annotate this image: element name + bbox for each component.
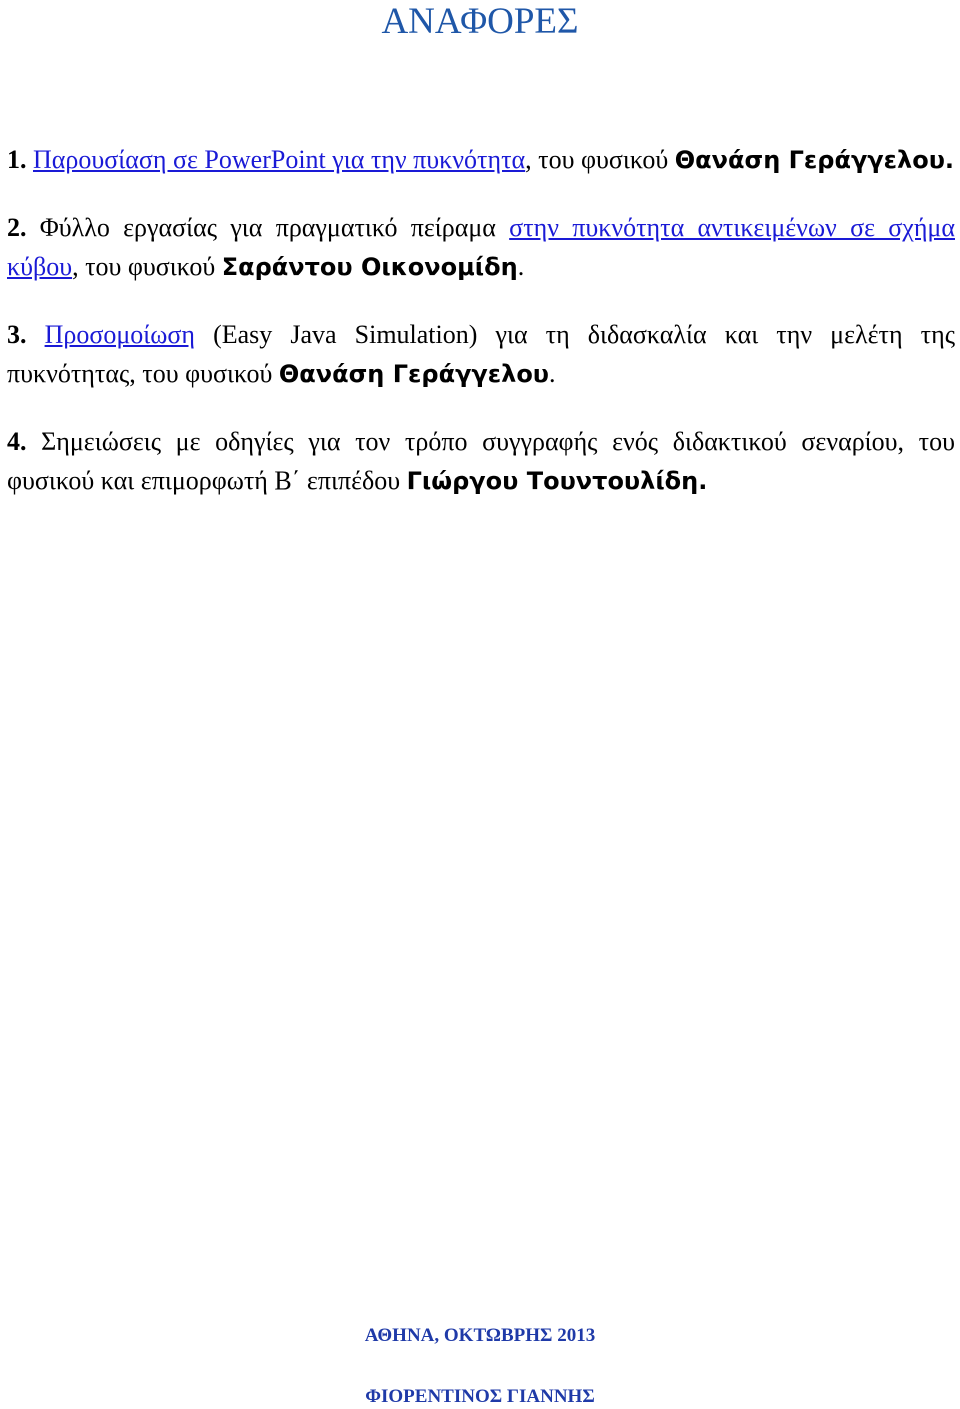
reference-number: 3. xyxy=(7,320,27,349)
reference-number: 4. xyxy=(7,427,27,456)
reference-item-3 xyxy=(7,315,955,394)
reference-end: . xyxy=(944,146,955,174)
reference-number: 2. xyxy=(7,213,27,242)
footer-author: ΦΙΟΡΕΝΤΙΝΟΣ ΓΙΑΝΝΗΣ xyxy=(365,1386,595,1407)
reference-end: . xyxy=(549,359,556,388)
reference-item-2 xyxy=(7,208,955,287)
reference-author: Σαράντου Οικονομίδη xyxy=(221,253,518,281)
reference-end: . xyxy=(517,252,525,281)
references-list xyxy=(7,140,955,529)
reference-author: Θανάση Γεράγγελου xyxy=(674,146,945,174)
reference-link-simulation[interactable]: Προσομοίωση xyxy=(44,320,196,349)
reference-author: Γιώργου Τουντουλίδη. xyxy=(406,467,708,495)
reference-number: 1. xyxy=(7,145,27,174)
reference-text: , του φυσικού xyxy=(72,252,222,281)
reference-text: , του φυσικού xyxy=(525,145,675,174)
reference-text: Σημειώσεις με οδηγίες για τον τρόπο συγγραφής ενός διδακτικού σεναρίου, του φυσικού και επιμορφωτή Β΄ επιπέδου xyxy=(7,427,955,495)
page-title: ΑΝΑΦΟΡΕΣ xyxy=(381,1,579,42)
reference-link-powerpoint[interactable]: Παρουσίαση σε PowerPoint για την πυκνότητα xyxy=(33,145,526,174)
footer-city-date: ΑΘΗΝΑ, ΟΚΤΩΒΡΗΣ 2013 xyxy=(364,1325,596,1346)
reference-text: Φύλλο εργασίας για πραγματικό πείραμα xyxy=(26,213,510,242)
reference-text: (Easy Java Simulation) για τη διδασκαλία και την μελέτη της πυκνότητας, του φυσικού xyxy=(7,320,955,388)
reference-item-1 xyxy=(7,140,955,180)
reference-link-worksheet[interactable]: στην πυκνότητα αντικειμένων σε σχήμα κύβου xyxy=(7,213,955,281)
reference-author: Θανάση Γεράγγελου xyxy=(278,360,550,388)
reference-item-4 xyxy=(7,422,955,501)
